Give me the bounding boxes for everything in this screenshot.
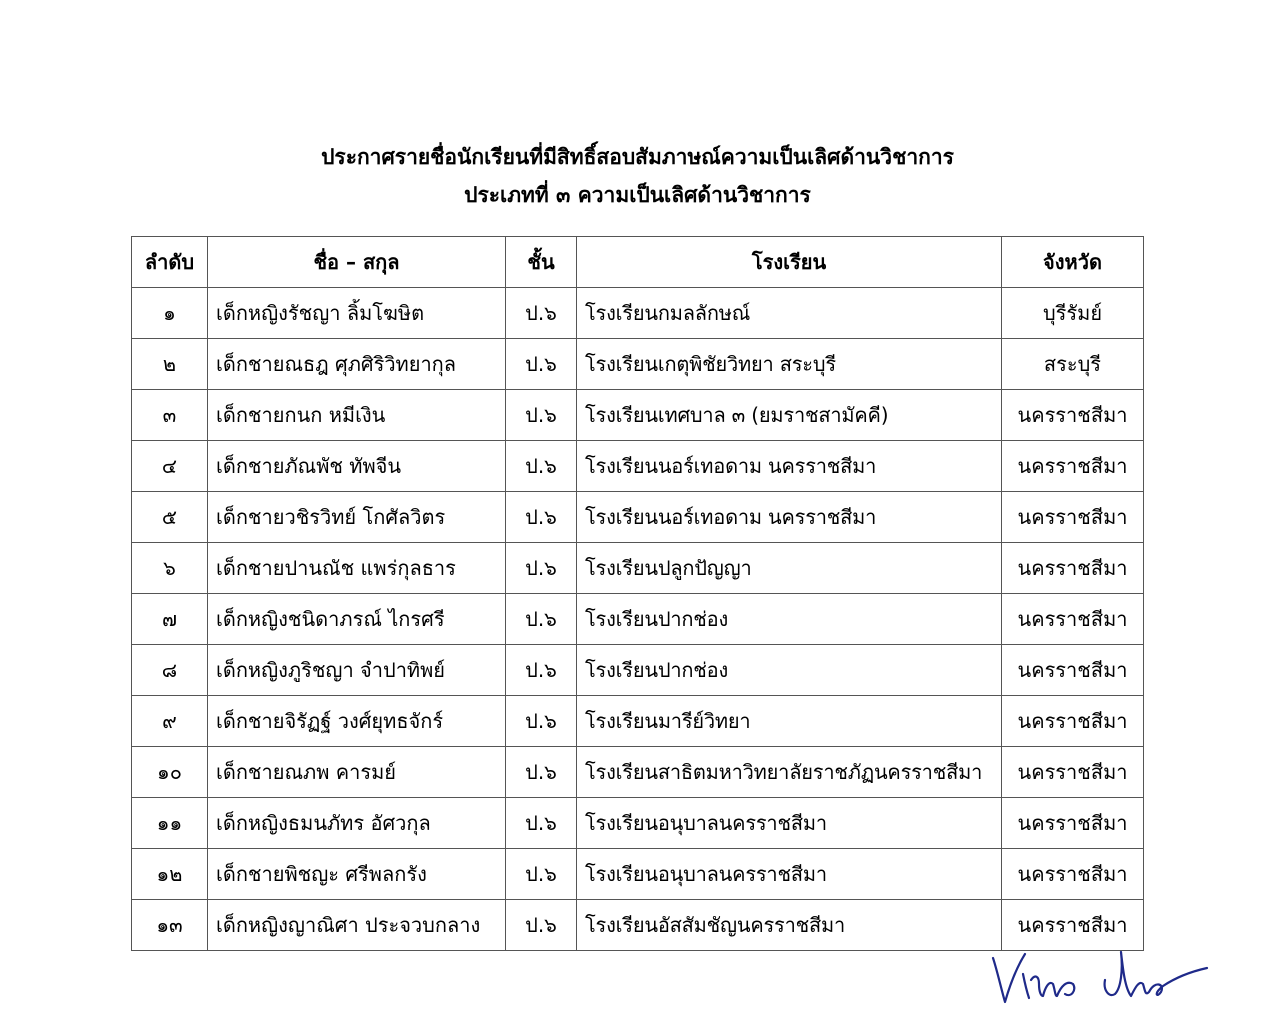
student-roster-table [131, 236, 1144, 951]
header-school: โรงเรียน [577, 237, 1002, 288]
row-province: นครราชสีมา [1002, 594, 1144, 645]
row-grade: ป.๖ [506, 594, 577, 645]
row-grade: ป.๖ [506, 747, 577, 798]
row-name: เด็กชายวชิรวิทย์ โกศัลวิตร [208, 492, 506, 543]
row-grade: ป.๖ [506, 390, 577, 441]
row-name: เด็กชายกนก หมีเงิน [208, 390, 506, 441]
row-no: ๖ [132, 543, 208, 594]
row-school: โรงเรียนอัสสัมชัญนครราชสีมา [577, 900, 1002, 951]
row-grade: ป.๖ [506, 288, 577, 339]
row-name: เด็กชายปานณัช แพร่กุลธาร [208, 543, 506, 594]
row-no: ๓ [132, 390, 208, 441]
table-header-row [132, 237, 1144, 288]
table-row [132, 645, 1144, 696]
row-no: ๕ [132, 492, 208, 543]
table-row [132, 594, 1144, 645]
row-name: เด็กชายภัณพัช ทัพจีน [208, 441, 506, 492]
row-name: เด็กชายจิรัฏฐ์ วงศ์ยุทธจักร์ [208, 696, 506, 747]
table-row [132, 747, 1144, 798]
table-row [132, 339, 1144, 390]
row-school: โรงเรียนปากช่อง [577, 645, 1002, 696]
row-school: โรงเรียนปลูกปัญญา [577, 543, 1002, 594]
row-province: นครราชสีมา [1002, 492, 1144, 543]
header-name: ชื่อ – สกุล [208, 237, 506, 288]
row-no: ๑ [132, 288, 208, 339]
row-name: เด็กหญิงภูริชญา จำปาทิพย์ [208, 645, 506, 696]
row-name: เด็กชายณภพ คารมย์ [208, 747, 506, 798]
row-school: โรงเรียนนอร์เทอดาม นครราชสีมา [577, 441, 1002, 492]
header-province: จังหวัด [1002, 237, 1144, 288]
row-province: สระบุรี [1002, 339, 1144, 390]
handwritten-signature [985, 940, 1215, 1010]
row-no: ๙ [132, 696, 208, 747]
row-grade: ป.๖ [506, 696, 577, 747]
row-school: โรงเรียนสาธิตมหาวิทยาลัยราชภัฏนครราชสีมา [577, 747, 1002, 798]
header-no: ลำดับ [132, 237, 208, 288]
table-row [132, 849, 1144, 900]
row-province: นครราชสีมา [1002, 390, 1144, 441]
row-province: นครราชสีมา [1002, 849, 1144, 900]
table-row [132, 288, 1144, 339]
row-no: ๑๑ [132, 798, 208, 849]
row-school: โรงเรียนอนุบาลนครราชสีมา [577, 849, 1002, 900]
row-grade: ป.๖ [506, 849, 577, 900]
row-school: โรงเรียนเทศบาล ๓ (ยมราชสามัคคี) [577, 390, 1002, 441]
row-name: เด็กหญิงธมนภัทร อัศวกุล [208, 798, 506, 849]
row-school: โรงเรียนมารีย์วิทยา [577, 696, 1002, 747]
table-row [132, 441, 1144, 492]
row-name: เด็กหญิงญาณิศา ประจวบกลาง [208, 900, 506, 951]
row-school: โรงเรียนปากช่อง [577, 594, 1002, 645]
row-name: เด็กหญิงรัชญา ลิ้มโฆษิต [208, 288, 506, 339]
row-grade: ป.๖ [506, 798, 577, 849]
title-line-1: ประกาศรายชื่อนักเรียนที่มีสิทธิ์สอบสัมภาษณ์ความเป็นเลิศด้านวิชาการ [321, 145, 954, 169]
row-name: เด็กชายพิชญะ ศรีพลกรัง [208, 849, 506, 900]
table-row [132, 798, 1144, 849]
row-province: นครราชสีมา [1002, 747, 1144, 798]
row-province: นครราชสีมา [1002, 900, 1144, 951]
row-name: เด็กหญิงชนิดาภรณ์ ไกรศรี [208, 594, 506, 645]
row-province: บุรีรัมย์ [1002, 288, 1144, 339]
row-no: ๑๐ [132, 747, 208, 798]
row-no: ๒ [132, 339, 208, 390]
row-province: นครราชสีมา [1002, 645, 1144, 696]
row-province: นครราชสีมา [1002, 543, 1144, 594]
table-row [132, 543, 1144, 594]
row-no: ๘ [132, 645, 208, 696]
row-school: โรงเรียนเกตุพิชัยวิทยา สระบุรี [577, 339, 1002, 390]
row-grade: ป.๖ [506, 492, 577, 543]
row-no: ๑๓ [132, 900, 208, 951]
table-row [132, 696, 1144, 747]
row-grade: ป.๖ [506, 441, 577, 492]
row-no: ๑๒ [132, 849, 208, 900]
header-grade: ชั้น [506, 237, 577, 288]
row-school: โรงเรียนอนุบาลนครราชสีมา [577, 798, 1002, 849]
row-grade: ป.๖ [506, 645, 577, 696]
title-line-2: ประเภทที่ ๓ ความเป็นเลิศด้านวิชาการ [464, 183, 811, 207]
row-grade: ป.๖ [506, 900, 577, 951]
table-row [132, 492, 1144, 543]
row-name: เด็กชายณธฎ ศุภศิริวิทยากุล [208, 339, 506, 390]
row-school: โรงเรียนนอร์เทอดาม นครราชสีมา [577, 492, 1002, 543]
row-school: โรงเรียนกมลลักษณ์ [577, 288, 1002, 339]
row-province: นครราชสีมา [1002, 441, 1144, 492]
row-grade: ป.๖ [506, 339, 577, 390]
row-province: นครราชสีมา [1002, 798, 1144, 849]
row-no: ๔ [132, 441, 208, 492]
row-province: นครราชสีมา [1002, 696, 1144, 747]
row-grade: ป.๖ [506, 543, 577, 594]
document-title [0, 138, 1275, 214]
row-no: ๗ [132, 594, 208, 645]
table-row [132, 390, 1144, 441]
